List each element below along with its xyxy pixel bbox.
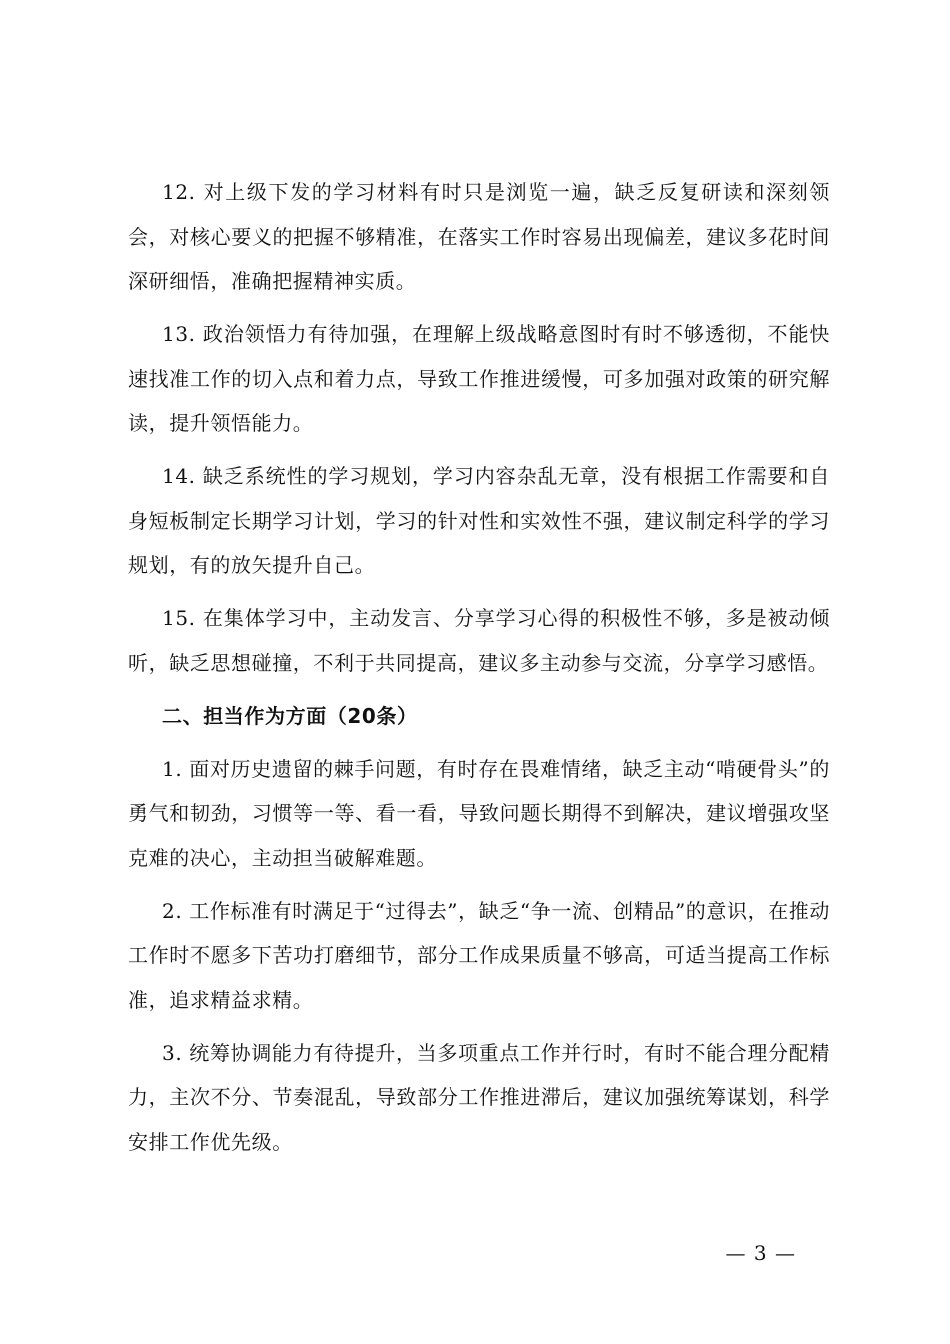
paragraph-item-15: 15. 在集体学习中，主动发言、分享学习心得的积极性不够，多是被动倾听，缺乏思想碰撞，不利于共同提高，建议多主动参与交流，分享学习感悟。 — [128, 606, 830, 675]
paragraph-item-1: 1. 面对历史遗留的棘手问题，有时存在畏难情绪，缺乏主动“啃硬骨头”的勇气和韧劲，习惯等一等、看一看，导致问题长期得不到解决，建议增强攻坚克难的决心，主动担当破解难题。 — [128, 756, 830, 870]
paragraph-item-14: 14. 缺乏系统性的学习规划，学习内容杂乱无章，没有根据工作需要和自身短板制定长期学习计划，学习的针对性和实效性不强，建议制定科学的学习规划，有的放矢提升自己。 — [128, 464, 830, 577]
paragraph-item-3: 3. 统筹协调能力有待提升，当多项重点工作并行时，有时不能合理分配精力，主次不分、节奏混乱，导致部分工作推进滞后，建议加强统筹谋划，科学安排工作优先级。 — [128, 1040, 830, 1154]
paragraph-item-13: 13. 政治领悟力有待加强，在理解上级战略意图时有时不够透彻，不能快速找准工作的切入点和着力点，导致工作推进缓慢，可多加强对政策的研究解读，提升领悟能力。 — [128, 322, 830, 435]
page-number: — 3 — — [725, 1241, 796, 1265]
paragraph-item-2: 2. 工作标准有时满足于“过得去”，缺乏“争一流、创精品”的意识，在推动工作时不愿多下苦功打磨细节，部分工作成果质量不够高，可适当提高工作标准，追求精益求精。 — [128, 898, 830, 1012]
document-body — [128, 170, 830, 1173]
paragraph-item-12: 12. 对上级下发的学习材料有时只是浏览一遍，缺乏反复研读和深刻领会，对核心要义的把握不够精准，在落实工作时容易出现偏差，建议多花时间深研细悟，准确把握精神实质。 — [128, 180, 830, 293]
section-heading: 二、担当作为方面（20条） — [162, 703, 418, 728]
